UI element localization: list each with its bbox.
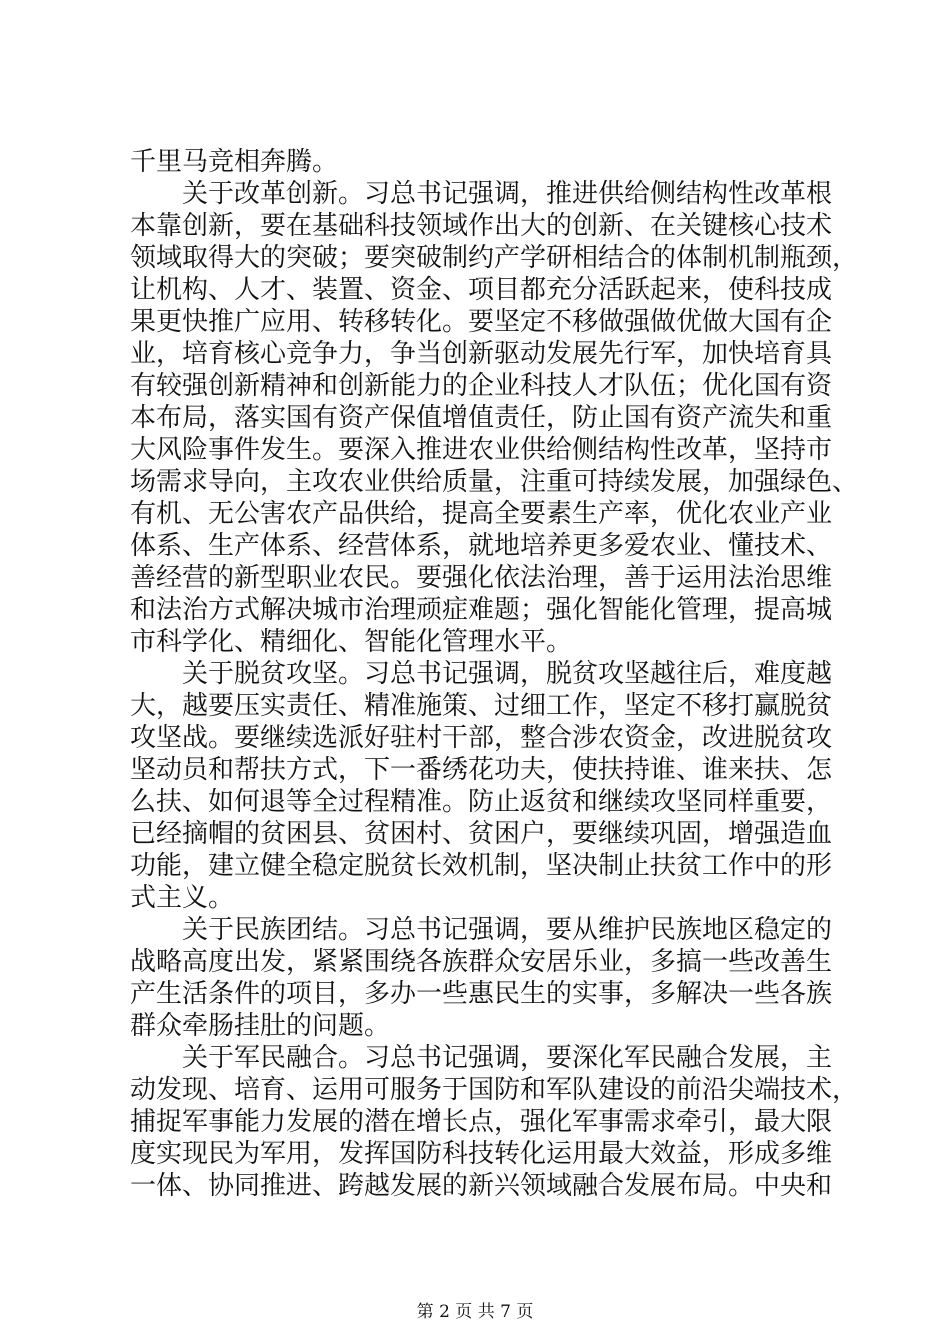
text-line: 大，越要压实责任、精准施策、过细工作，坚定不移打赢脱贫 xyxy=(130,691,833,721)
text-line: 千里马竞相奔腾。 xyxy=(130,147,339,177)
text-line: 领域取得大的突破；要突破制约产学研相结合的体制机制瓶颈， xyxy=(130,243,859,273)
text-line: 果更快推广应用、转移转化。要坚定不移做强做优做大国有企 xyxy=(130,307,833,337)
text-line: 已经摘帽的贫困县、贫困村、贫困户，要继续巩固，增强造血 xyxy=(130,819,833,849)
text-line: 关于军民融合。习总书记强调，要深化军民融合发展，主 xyxy=(182,1043,833,1073)
text-line: 关于改革创新。习总书记强调，推进供给侧结构性改革根 xyxy=(182,179,833,209)
text-line: 坚动员和帮扶方式，下一番绣花功夫，使扶持谁、谁来扶、怎 xyxy=(130,755,833,785)
text-line: 群众牵肠挂肚的问题。 xyxy=(130,1011,391,1041)
text-line: 业，培育核心竞争力，争当创新驱动发展先行军，加快培育具 xyxy=(130,339,833,369)
text-line: 善经营的新型职业农民。要强化依法治理，善于运用法治思维 xyxy=(130,563,833,593)
text-line: 么扶、如何退等全过程精准。防止返贫和继续攻坚同样重要， xyxy=(130,787,833,817)
text-line: 一体、协同推进、跨越发展的新兴领域融合发展布局。中央和 xyxy=(130,1171,833,1201)
text-line: 场需求导向，主攻农业供给质量，注重可持续发展，加强绿色、 xyxy=(130,467,859,497)
text-line: 大风险事件发生。要深入推进农业供给侧结构性改革，坚持市 xyxy=(130,435,833,465)
text-line: 本布局，落实国有资产保值增值责任，防止国有资产流失和重 xyxy=(130,403,833,433)
text-line: 产生活条件的项目，多办一些惠民生的实事，多解决一些各族 xyxy=(130,979,833,1009)
text-line: 关于民族团结。习总书记强调，要从维护民族地区稳定的 xyxy=(182,915,833,945)
text-line: 关于脱贫攻坚。习总书记强调，脱贫攻坚越往后，难度越 xyxy=(182,659,833,689)
text-line: 动发现、培育、运用可服务于国防和军队建设的前沿尖端技术， xyxy=(130,1075,859,1105)
text-line: 度实现民为军用，发挥国防科技转化运用最大效益，形成多维 xyxy=(130,1139,833,1169)
text-line: 有机、无公害农产品供给，提高全要素生产率，优化农业产业 xyxy=(130,499,833,529)
text-line: 战略高度出发，紧紧围绕各族群众安居乐业，多搞一些改善生 xyxy=(130,947,833,977)
text-line: 和法治方式解决城市治理顽症难题；强化智能化管理，提高城 xyxy=(130,595,833,625)
text-line: 让机构、人才、装置、资金、项目都充分活跃起来，使科技成 xyxy=(130,275,833,305)
text-line: 捕捉军事能力发展的潜在增长点，强化军事需求牵引，最大限 xyxy=(130,1107,833,1137)
text-line: 功能，建立健全稳定脱贫长效机制，坚决制止扶贫工作中的形 xyxy=(130,851,833,881)
text-line: 体系、生产体系、经营体系，就地培养更多爱农业、懂技术、 xyxy=(130,531,833,561)
text-line: 有较强创新精神和创新能力的企业科技人才队伍；优化国有资 xyxy=(130,371,833,401)
text-line: 攻坚战。要继续选派好驻村干部，整合涉农资金，改进脱贫攻 xyxy=(130,723,833,753)
text-line: 式主义。 xyxy=(130,883,235,913)
document-body xyxy=(130,146,859,1202)
text-line: 市科学化、精细化、智能化管理水平。 xyxy=(130,627,573,657)
page-number-footer: 第 2 页 共 7 页 xyxy=(416,1302,534,1322)
text-line: 本靠创新，要在基础科技领域作出大的创新、在关键核心技术 xyxy=(130,211,833,241)
